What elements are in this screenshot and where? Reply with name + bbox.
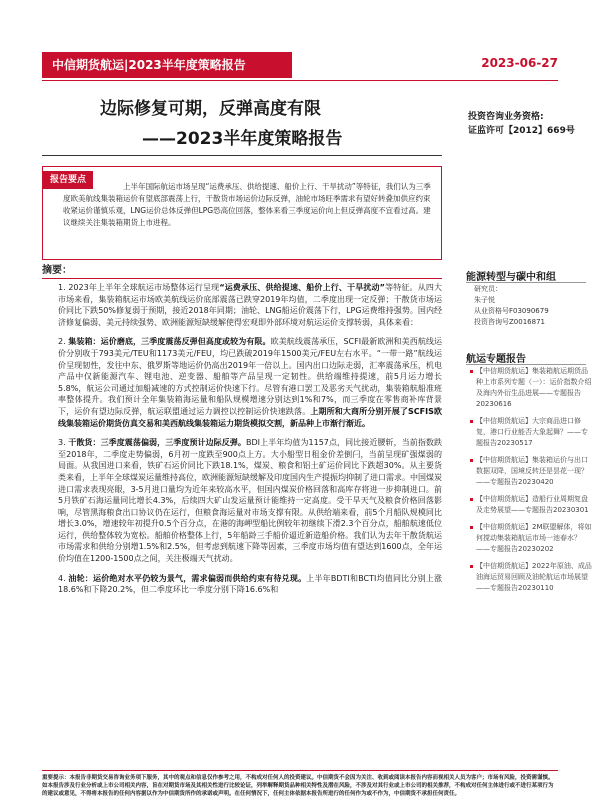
footer-divider: [42, 770, 558, 771]
analyst-label: 研究员：: [474, 285, 502, 293]
p4-bold: 油轮：运价绝对水平仍较为景气，需求偏弱而供给约束有待兑现。: [68, 573, 307, 583]
p4-rest: 上半年BDTI和BCTI均值同比分别上涨18.6%和下降20.2%，但二季度环比一季度分别下降16.6%和: [58, 573, 442, 595]
related-report-title: 【中信期货航运】造船行业周期复盘及走势展望——专题报告20230301: [476, 495, 589, 514]
paragraph-4: [58, 573, 442, 596]
related-report-title: 【中信期货航运】2M联盟解体，将如何搅动集装箱航运市场一池春水？——专题报告20230202: [476, 523, 592, 553]
bullet-icon: [470, 420, 473, 423]
related-report-link[interactable]: [470, 522, 594, 555]
paragraph-3: [58, 437, 442, 565]
certificate-block: [468, 110, 588, 138]
bullet-icon: [470, 565, 473, 568]
team-divider: [466, 282, 586, 283]
analyst-name: 朱子悦: [474, 296, 495, 304]
related-report-link[interactable]: [470, 366, 594, 410]
p2-rest: 欧美航线震荡承压，SCFI最新欧洲和美西航线运价分别收于793美元/TEU和1173美元/FEU，均已跌破2019年1500美元/FEU左右水平。“一带一路”航线运价呈现韧性，发往中东、俄罗斯等地运价仍高出2019年一倍以上。国内出口边际走弱，汇率震荡承压，机电产品中仅新能源汽车、锂电池、逆变器、船舶等产品呈现一定韧性。供给端维持提速，前5月运力增长5.8%，航运公司通过加船减速的方式控制运价快速下行。尽管有港口罢工及恶劣天气扰动，集装箱航船准班率整体提升。我们预计全年集装箱海运量和船队规模增速分别达到1%和7%，而三季度在零售商补库背景下，运价有望边际反弹，航运联盟通过运力调控以控制运价快速跌落。: [58, 337, 443, 416]
report-title-line2: ——2023半年度策略报告: [142, 129, 343, 149]
summary-box: [42, 166, 442, 260]
p3-rest: BDI上半年均值为1157点，同比接近腰斩，当前指数跌至2018年，二季度走势偏弱，6月初一度跌至900点上方。大小船型日租金价差倒闩，当前呈现矿强煤弱的局面。从我国进口来看，铁矿石运价同比下跌18.1%，煤炭、粮食和铝土矿运价同比下跌超30%。从主要货类来看，上半年全球煤炭运量维持高位，欧洲能源短缺缓解及印度国内生产提振均抑制了进口需求。中国煤炭进口需求表现亮眼，3-5月进口量均为近年来较高水平，但国内煤炭价格回落和高库存将进一步抑制进口。前5月铁矿石海运量同比增长4.3%，后续四大矿山发运量预计能维持一定高度。受干旱天气及粮食价格回落影响，尽管黑海粮食出口协议仍在运行，但粮食海运量对市场支撑有限。从供给端来看，前5个月船队规模同比增长3.0%，增速较年初提升0.5个百分点，在港的海岬型船比例较年初继续下滑2.3个百分点，船舶航速低位运行，供给整体较为宽松。船舶价格整体上行，5年船龄三手船价逼近新造船价格。我们认为去年干散货航运市场需求和供给分别增1.5%和2.5%，但考虑到航速下降等因素，三季度市场均值有望达到1600点，全年运价均值在1200-1500点之间，关注极端天气扰动。: [58, 438, 442, 564]
related-report-link[interactable]: [470, 561, 594, 594]
p1-lead: 1. 2023年上半年全球航运市场整体运行呈现: [58, 283, 220, 292]
p1-bold: “运费承压、供给提速、船价上行、干旱扰动”: [219, 283, 385, 292]
abstract-body: [58, 282, 442, 604]
certificate-line1: 投资咨询业务资格:: [468, 112, 544, 122]
qualification-number: 从业资格号F03090679: [474, 307, 549, 315]
reports-divider: [466, 364, 586, 365]
abstract-label: 摘要：: [42, 264, 442, 279]
title-divider: [42, 155, 442, 156]
related-report-title: 【中信期货航运】大宗商品进口修复，港口行业能否大象起舞？——专题报告20230517: [476, 417, 588, 447]
report-title-line1: 边际修复可期，反弹高度有限: [100, 99, 321, 119]
consult-number: 投资咨询号Z0016871: [474, 318, 545, 326]
paragraph-1: [58, 282, 442, 328]
p4-lead: 4.: [58, 573, 69, 583]
summary-tag: 报告要点: [43, 171, 93, 189]
p2-lead: 2.: [58, 337, 69, 347]
header-band: 中信期货航运|2023半年度策略报告: [42, 52, 292, 78]
related-report-title: 【中信期货航运】集装箱运价与出口数据双降，国境反转还是昙花一现？——专题报告20230420: [476, 456, 588, 486]
related-report-link[interactable]: [470, 455, 594, 488]
certificate-line2: 证监许可【2012】669号: [468, 126, 575, 136]
team-title: 能源转型与碳中和组: [466, 272, 556, 283]
p3-bold: 干散货：三季度震荡偏弱，三季度预计边际反弹。: [68, 438, 246, 448]
bullet-icon: [470, 526, 473, 529]
related-report-link[interactable]: [470, 416, 594, 449]
header-divider: [42, 80, 558, 81]
bullet-icon: [470, 370, 473, 373]
analyst-block: [474, 284, 549, 328]
related-report-link[interactable]: [470, 494, 594, 516]
bullet-icon: [470, 459, 473, 462]
p2-bold2: 上期所和大商所分别开展了SCFIS欧线集装箱运价期货仿真交易和美西航线集装箱运力期货模拟交割，新品种上市渐行渐近。: [58, 406, 442, 428]
related-report-title: 【中信期货航运】2022年原油、成品油海运贸易回顾及油轮航运市场展望——专题报告20230110: [476, 562, 592, 592]
bullet-icon: [470, 498, 473, 501]
disclaimer: 重要提示：本报告非期货交易咨询业务项下服务，其中的观点和信息仅作参考之用，不构成对任何人的投资建议。中信期货不会因为关注、收到或阅读本报告内容而视相关人员为客户；市场有风险，投资需谨慎。如本报告涉及行业分析或上市公司相关内容，旨在对期货市场及其相关性进行比较论证，列举解释期货品种相关特性及潜在风险，不涉及对其行业或上市公司的相关推荐，不构成对任何主体进行或不进行某项行为的建议或意见，不得将本报告的任何内容据以作为中信期货所作的承诺或声明。在任何情况下，任何主体依据本报告所进行的任何作为或不作为，中信期货不承担任何责任。: [42, 775, 554, 797]
p1-rest: 等特征。从四大市场来看，集装箱航运市场欧美航线运价底部震荡已跌穿2019年均值，二季度出现一定反弹；干散货市场运价同比下跌50%修复弱于预期，接近2018年同期；油轮、LNG船运价震荡下行，LPG运费维持强势。国内经济修复偏弱、美元持续强势、欧洲能源短缺缓解使得宏观即外部环境对航运运价支撑转弱，具体来看：: [58, 283, 443, 327]
related-reports-list: [470, 366, 594, 600]
related-report-title: 【中信期货航运】集装箱航运期货品种上市系列专题（一）：运价指数介绍及海内外衍生品进展——专题报告20230616: [476, 367, 592, 408]
summary-text: 上半年国际航运市场呈现“运费承压、供给提速、船价上行、干旱扰动”等特征，我们认为三季度欧美航线集装箱运价有望底部震荡上行，干散货市场运价边际反弹，油轮市场旺季需求有望好转叠加供应约束收紧运价谨慎乐观，LNG运价总体反弹但LPG恐高位回落，整体来看三季度运价向上但反弹高度不宜看过高。建议继续关注集装箱期货上市进程。: [63, 182, 431, 227]
report-date: 2023-06-27: [481, 56, 558, 70]
paragraph-2: [58, 336, 442, 429]
p2-bold: 集装箱：运价磨底，三季度震荡反弹但高度或较为有限。: [68, 337, 271, 347]
reports-title: 航运专题报告: [466, 354, 526, 365]
p3-lead: 3.: [58, 438, 69, 448]
